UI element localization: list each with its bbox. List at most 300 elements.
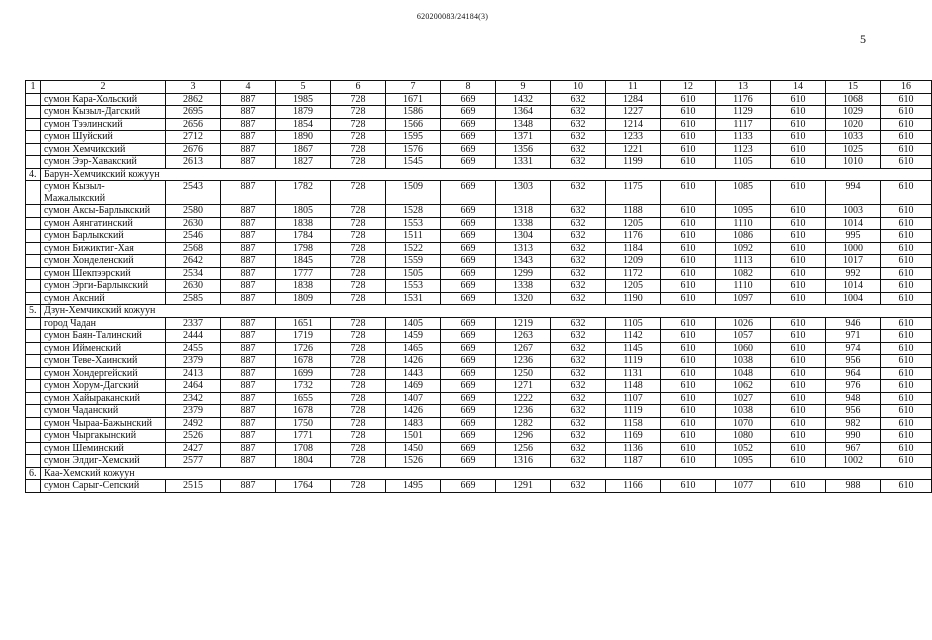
value-cell: 1017 [826, 255, 881, 268]
value-cell: 632 [551, 367, 606, 380]
value-cell: 632 [551, 392, 606, 405]
value-cell: 610 [661, 181, 716, 205]
value-cell: 887 [221, 255, 276, 268]
value-cell: 1678 [276, 405, 331, 418]
value-cell: 1250 [496, 367, 551, 380]
table-row [26, 342, 932, 355]
value-cell: 2337 [166, 317, 221, 330]
value-cell: 1105 [606, 317, 661, 330]
value-cell: 1110 [716, 217, 771, 230]
row-index-cell [26, 292, 41, 305]
value-cell: 887 [221, 455, 276, 468]
value-cell: 974 [826, 342, 881, 355]
value-cell: 995 [826, 230, 881, 243]
value-cell: 1038 [716, 355, 771, 368]
table-row [26, 455, 932, 468]
value-cell: 1038 [716, 405, 771, 418]
value-cell: 632 [551, 380, 606, 393]
locality-name: сумон Кара-Хольский [41, 93, 166, 106]
value-cell: 1263 [496, 330, 551, 343]
table-row [26, 317, 932, 330]
value-cell: 1097 [716, 292, 771, 305]
value-cell: 728 [331, 230, 386, 243]
locality-name: сумон Кызыл-Дагский [41, 106, 166, 119]
value-cell: 1531 [386, 292, 441, 305]
value-cell: 887 [221, 480, 276, 493]
value-cell: 2413 [166, 367, 221, 380]
column-number: 11 [606, 81, 661, 94]
value-cell: 610 [661, 480, 716, 493]
value-cell: 610 [881, 317, 932, 330]
table-row [26, 430, 932, 443]
section-row [26, 168, 932, 181]
value-cell: 2630 [166, 217, 221, 230]
value-cell: 610 [661, 292, 716, 305]
value-cell: 1320 [496, 292, 551, 305]
value-cell: 887 [221, 106, 276, 119]
value-cell: 1033 [826, 131, 881, 144]
row-index-cell [26, 442, 41, 455]
value-cell: 1483 [386, 417, 441, 430]
value-cell: 887 [221, 143, 276, 156]
value-cell: 610 [881, 405, 932, 418]
value-cell: 610 [771, 156, 826, 169]
row-index-cell [26, 342, 41, 355]
value-cell: 728 [331, 417, 386, 430]
value-cell: 632 [551, 342, 606, 355]
value-cell: 669 [441, 255, 496, 268]
section-number: 4. [26, 168, 41, 181]
locality-name: сумон Тээлинский [41, 118, 166, 131]
value-cell: 610 [661, 430, 716, 443]
value-cell: 1553 [386, 280, 441, 293]
row-index-cell [26, 380, 41, 393]
value-cell: 887 [221, 417, 276, 430]
value-cell: 610 [771, 205, 826, 218]
value-cell: 1313 [496, 242, 551, 255]
value-cell: 1459 [386, 330, 441, 343]
value-cell: 887 [221, 380, 276, 393]
value-cell: 669 [441, 181, 496, 205]
value-cell: 669 [441, 217, 496, 230]
value-cell: 887 [221, 267, 276, 280]
row-index-cell [26, 355, 41, 368]
value-cell: 887 [221, 292, 276, 305]
value-cell: 1131 [606, 367, 661, 380]
value-cell: 976 [826, 380, 881, 393]
value-cell: 887 [221, 181, 276, 205]
locality-name: город Чадан [41, 317, 166, 330]
value-cell: 669 [441, 280, 496, 293]
value-cell: 2695 [166, 106, 221, 119]
value-cell: 2630 [166, 280, 221, 293]
value-cell: 610 [771, 442, 826, 455]
value-cell: 1867 [276, 143, 331, 156]
value-cell: 1199 [606, 156, 661, 169]
locality-name: сумон Барлыкский [41, 230, 166, 243]
value-cell: 610 [881, 442, 932, 455]
value-cell: 1805 [276, 205, 331, 218]
value-cell: 610 [771, 317, 826, 330]
table-row [26, 355, 932, 368]
value-cell: 1522 [386, 242, 441, 255]
value-cell: 1095 [716, 455, 771, 468]
value-cell: 610 [661, 380, 716, 393]
value-cell: 2568 [166, 242, 221, 255]
value-cell: 610 [771, 367, 826, 380]
value-cell: 610 [771, 181, 826, 205]
value-cell: 1827 [276, 156, 331, 169]
value-cell: 728 [331, 317, 386, 330]
value-cell: 1838 [276, 280, 331, 293]
value-cell: 632 [551, 417, 606, 430]
table-row [26, 442, 932, 455]
value-cell: 1282 [496, 417, 551, 430]
value-cell: 1209 [606, 255, 661, 268]
value-cell: 610 [661, 217, 716, 230]
value-cell: 610 [881, 330, 932, 343]
value-cell: 1804 [276, 455, 331, 468]
row-index-cell [26, 205, 41, 218]
row-index-cell [26, 405, 41, 418]
table-row [26, 230, 932, 243]
value-cell: 1048 [716, 367, 771, 380]
value-cell: 728 [331, 392, 386, 405]
row-index-cell [26, 280, 41, 293]
value-cell: 1148 [606, 380, 661, 393]
locality-name: сумон Эрги-Барлыкский [41, 280, 166, 293]
value-cell: 610 [771, 131, 826, 144]
value-cell: 1080 [716, 430, 771, 443]
locality-name: сумон Аксы-Барлыкский [41, 205, 166, 218]
locality-name: сумон Ийменский [41, 342, 166, 355]
value-cell: 632 [551, 280, 606, 293]
value-cell: 669 [441, 205, 496, 218]
value-cell: 728 [331, 405, 386, 418]
value-cell: 1845 [276, 255, 331, 268]
value-cell: 669 [441, 93, 496, 106]
value-cell: 669 [441, 292, 496, 305]
value-cell: 610 [881, 156, 932, 169]
value-cell: 971 [826, 330, 881, 343]
value-cell: 632 [551, 480, 606, 493]
locality-name: сумон Элдиг-Хемский [41, 455, 166, 468]
value-cell: 669 [441, 480, 496, 493]
value-cell: 610 [661, 417, 716, 430]
table-row [26, 380, 932, 393]
value-cell: 632 [551, 143, 606, 156]
value-cell: 887 [221, 442, 276, 455]
value-cell: 1798 [276, 242, 331, 255]
row-index-cell [26, 417, 41, 430]
value-cell: 1879 [276, 106, 331, 119]
value-cell: 610 [661, 93, 716, 106]
value-cell: 1014 [826, 217, 881, 230]
value-cell: 887 [221, 242, 276, 255]
value-cell: 610 [661, 143, 716, 156]
value-cell: 669 [441, 106, 496, 119]
value-cell: 1003 [826, 205, 881, 218]
value-cell: 1559 [386, 255, 441, 268]
table-row [26, 131, 932, 144]
value-cell: 728 [331, 131, 386, 144]
value-cell: 1364 [496, 106, 551, 119]
value-cell: 610 [881, 355, 932, 368]
value-cell: 610 [881, 292, 932, 305]
value-cell: 610 [661, 267, 716, 280]
row-index-cell [26, 455, 41, 468]
value-cell: 610 [661, 392, 716, 405]
value-cell: 610 [771, 230, 826, 243]
value-cell: 1271 [496, 380, 551, 393]
value-cell: 1732 [276, 380, 331, 393]
value-cell: 1443 [386, 367, 441, 380]
value-cell: 946 [826, 317, 881, 330]
value-cell: 632 [551, 205, 606, 218]
value-cell: 1267 [496, 342, 551, 355]
column-number: 14 [771, 81, 826, 94]
locality-name: сумон Чаданский [41, 405, 166, 418]
value-cell: 728 [331, 480, 386, 493]
value-cell: 1136 [606, 442, 661, 455]
row-index-cell [26, 267, 41, 280]
value-cell: 1169 [606, 430, 661, 443]
value-cell: 728 [331, 118, 386, 131]
value-cell: 610 [881, 267, 932, 280]
row-index-cell [26, 242, 41, 255]
value-cell: 610 [661, 230, 716, 243]
value-cell: 610 [661, 131, 716, 144]
value-cell: 610 [661, 367, 716, 380]
value-cell: 1085 [716, 181, 771, 205]
value-cell: 1465 [386, 342, 441, 355]
value-cell: 2427 [166, 442, 221, 455]
row-index-cell [26, 480, 41, 493]
value-cell: 610 [881, 392, 932, 405]
value-cell: 728 [331, 156, 386, 169]
value-cell: 610 [661, 455, 716, 468]
value-cell: 1469 [386, 380, 441, 393]
value-cell: 1187 [606, 455, 661, 468]
value-cell: 1184 [606, 242, 661, 255]
value-cell: 632 [551, 217, 606, 230]
value-cell: 632 [551, 330, 606, 343]
value-cell: 1526 [386, 455, 441, 468]
value-cell: 887 [221, 430, 276, 443]
value-cell: 728 [331, 217, 386, 230]
row-index-cell [26, 367, 41, 380]
value-cell: 1176 [606, 230, 661, 243]
value-cell: 610 [771, 342, 826, 355]
value-cell: 610 [881, 217, 932, 230]
value-cell: 1027 [716, 392, 771, 405]
row-index-cell [26, 181, 41, 205]
value-cell: 610 [881, 342, 932, 355]
column-number: 10 [551, 81, 606, 94]
value-cell: 1086 [716, 230, 771, 243]
value-cell: 2656 [166, 118, 221, 131]
value-cell: 956 [826, 355, 881, 368]
value-cell: 887 [221, 118, 276, 131]
value-cell: 2534 [166, 267, 221, 280]
table-row [26, 480, 932, 493]
value-cell: 964 [826, 367, 881, 380]
value-cell: 1407 [386, 392, 441, 405]
value-cell: 669 [441, 380, 496, 393]
value-cell: 1854 [276, 118, 331, 131]
value-cell: 1566 [386, 118, 441, 131]
value-cell: 1110 [716, 280, 771, 293]
value-cell: 610 [881, 230, 932, 243]
value-cell: 669 [441, 317, 496, 330]
section-row [26, 467, 932, 480]
value-cell: 610 [881, 417, 932, 430]
value-cell: 669 [441, 430, 496, 443]
value-cell: 2444 [166, 330, 221, 343]
value-cell: 610 [661, 156, 716, 169]
value-cell: 1784 [276, 230, 331, 243]
value-cell: 1708 [276, 442, 331, 455]
value-cell: 632 [551, 355, 606, 368]
value-cell: 992 [826, 267, 881, 280]
value-cell: 610 [771, 417, 826, 430]
value-cell: 728 [331, 292, 386, 305]
table-row [26, 255, 932, 268]
column-number: 4 [221, 81, 276, 94]
table-row [26, 367, 932, 380]
value-cell: 1172 [606, 267, 661, 280]
value-cell: 2546 [166, 230, 221, 243]
value-cell: 1655 [276, 392, 331, 405]
value-cell: 632 [551, 242, 606, 255]
value-cell: 1222 [496, 392, 551, 405]
value-cell: 1671 [386, 93, 441, 106]
value-cell: 610 [771, 330, 826, 343]
value-cell: 1077 [716, 480, 771, 493]
value-cell: 2526 [166, 430, 221, 443]
value-cell: 669 [441, 230, 496, 243]
value-cell: 1838 [276, 217, 331, 230]
locality-name: сумон Хорум-Дагский [41, 380, 166, 393]
value-cell: 1095 [716, 205, 771, 218]
value-cell: 632 [551, 131, 606, 144]
value-cell: 1123 [716, 143, 771, 156]
table-row [26, 217, 932, 230]
value-cell: 1450 [386, 442, 441, 455]
value-cell: 610 [661, 118, 716, 131]
value-cell: 610 [771, 430, 826, 443]
value-cell: 887 [221, 205, 276, 218]
value-cell: 1129 [716, 106, 771, 119]
value-cell: 1025 [826, 143, 881, 156]
value-cell: 1764 [276, 480, 331, 493]
value-cell: 1782 [276, 181, 331, 205]
value-cell: 610 [881, 131, 932, 144]
value-cell: 669 [441, 405, 496, 418]
value-cell: 1014 [826, 280, 881, 293]
row-index-cell [26, 143, 41, 156]
column-number: 1 [26, 81, 41, 94]
column-number: 5 [276, 81, 331, 94]
value-cell: 887 [221, 156, 276, 169]
value-cell: 1777 [276, 267, 331, 280]
value-cell: 728 [331, 342, 386, 355]
value-cell: 2543 [166, 181, 221, 205]
value-cell: 610 [881, 242, 932, 255]
value-cell: 1214 [606, 118, 661, 131]
value-cell: 994 [826, 181, 881, 205]
value-cell: 990 [826, 430, 881, 443]
value-cell: 887 [221, 330, 276, 343]
value-cell: 669 [441, 455, 496, 468]
value-cell: 1145 [606, 342, 661, 355]
value-cell: 2492 [166, 417, 221, 430]
column-number: 16 [881, 81, 932, 94]
value-cell: 1166 [606, 480, 661, 493]
value-cell: 632 [551, 118, 606, 131]
value-cell: 1236 [496, 355, 551, 368]
value-cell: 1726 [276, 342, 331, 355]
value-cell: 1343 [496, 255, 551, 268]
value-cell: 1236 [496, 405, 551, 418]
locality-name: сумон Теве-Хаинский [41, 355, 166, 368]
value-cell: 1105 [716, 156, 771, 169]
value-cell: 669 [441, 355, 496, 368]
value-cell: 1299 [496, 267, 551, 280]
value-cell: 1318 [496, 205, 551, 218]
column-number: 8 [441, 81, 496, 94]
row-index-cell [26, 93, 41, 106]
value-cell: 1890 [276, 131, 331, 144]
locality-name: сумон Чыргакынский [41, 430, 166, 443]
value-cell: 1586 [386, 106, 441, 119]
column-number: 6 [331, 81, 386, 94]
value-cell: 1113 [716, 255, 771, 268]
value-cell: 728 [331, 442, 386, 455]
value-cell: 669 [441, 342, 496, 355]
value-cell: 2862 [166, 93, 221, 106]
value-cell: 669 [441, 330, 496, 343]
value-cell: 1699 [276, 367, 331, 380]
value-cell: 1505 [386, 267, 441, 280]
value-cell: 1227 [606, 106, 661, 119]
value-cell: 610 [881, 106, 932, 119]
value-cell: 1107 [606, 392, 661, 405]
value-cell: 610 [771, 380, 826, 393]
locality-name: сумон Аянгатинский [41, 217, 166, 230]
value-cell: 669 [441, 267, 496, 280]
value-cell: 669 [441, 131, 496, 144]
value-cell: 1133 [716, 131, 771, 144]
value-cell: 610 [661, 405, 716, 418]
table-row [26, 392, 932, 405]
column-number-row [26, 81, 932, 94]
table-row [26, 118, 932, 131]
value-cell: 1029 [826, 106, 881, 119]
value-cell: 1002 [826, 455, 881, 468]
value-cell: 948 [826, 392, 881, 405]
value-cell: 632 [551, 317, 606, 330]
value-cell: 632 [551, 255, 606, 268]
value-cell: 1426 [386, 355, 441, 368]
value-cell: 1432 [496, 93, 551, 106]
locality-name: сумон Бижиктиг-Хая [41, 242, 166, 255]
value-cell: 669 [441, 417, 496, 430]
value-cell: 1809 [276, 292, 331, 305]
value-cell: 1004 [826, 292, 881, 305]
value-cell: 610 [661, 280, 716, 293]
value-cell: 728 [331, 205, 386, 218]
